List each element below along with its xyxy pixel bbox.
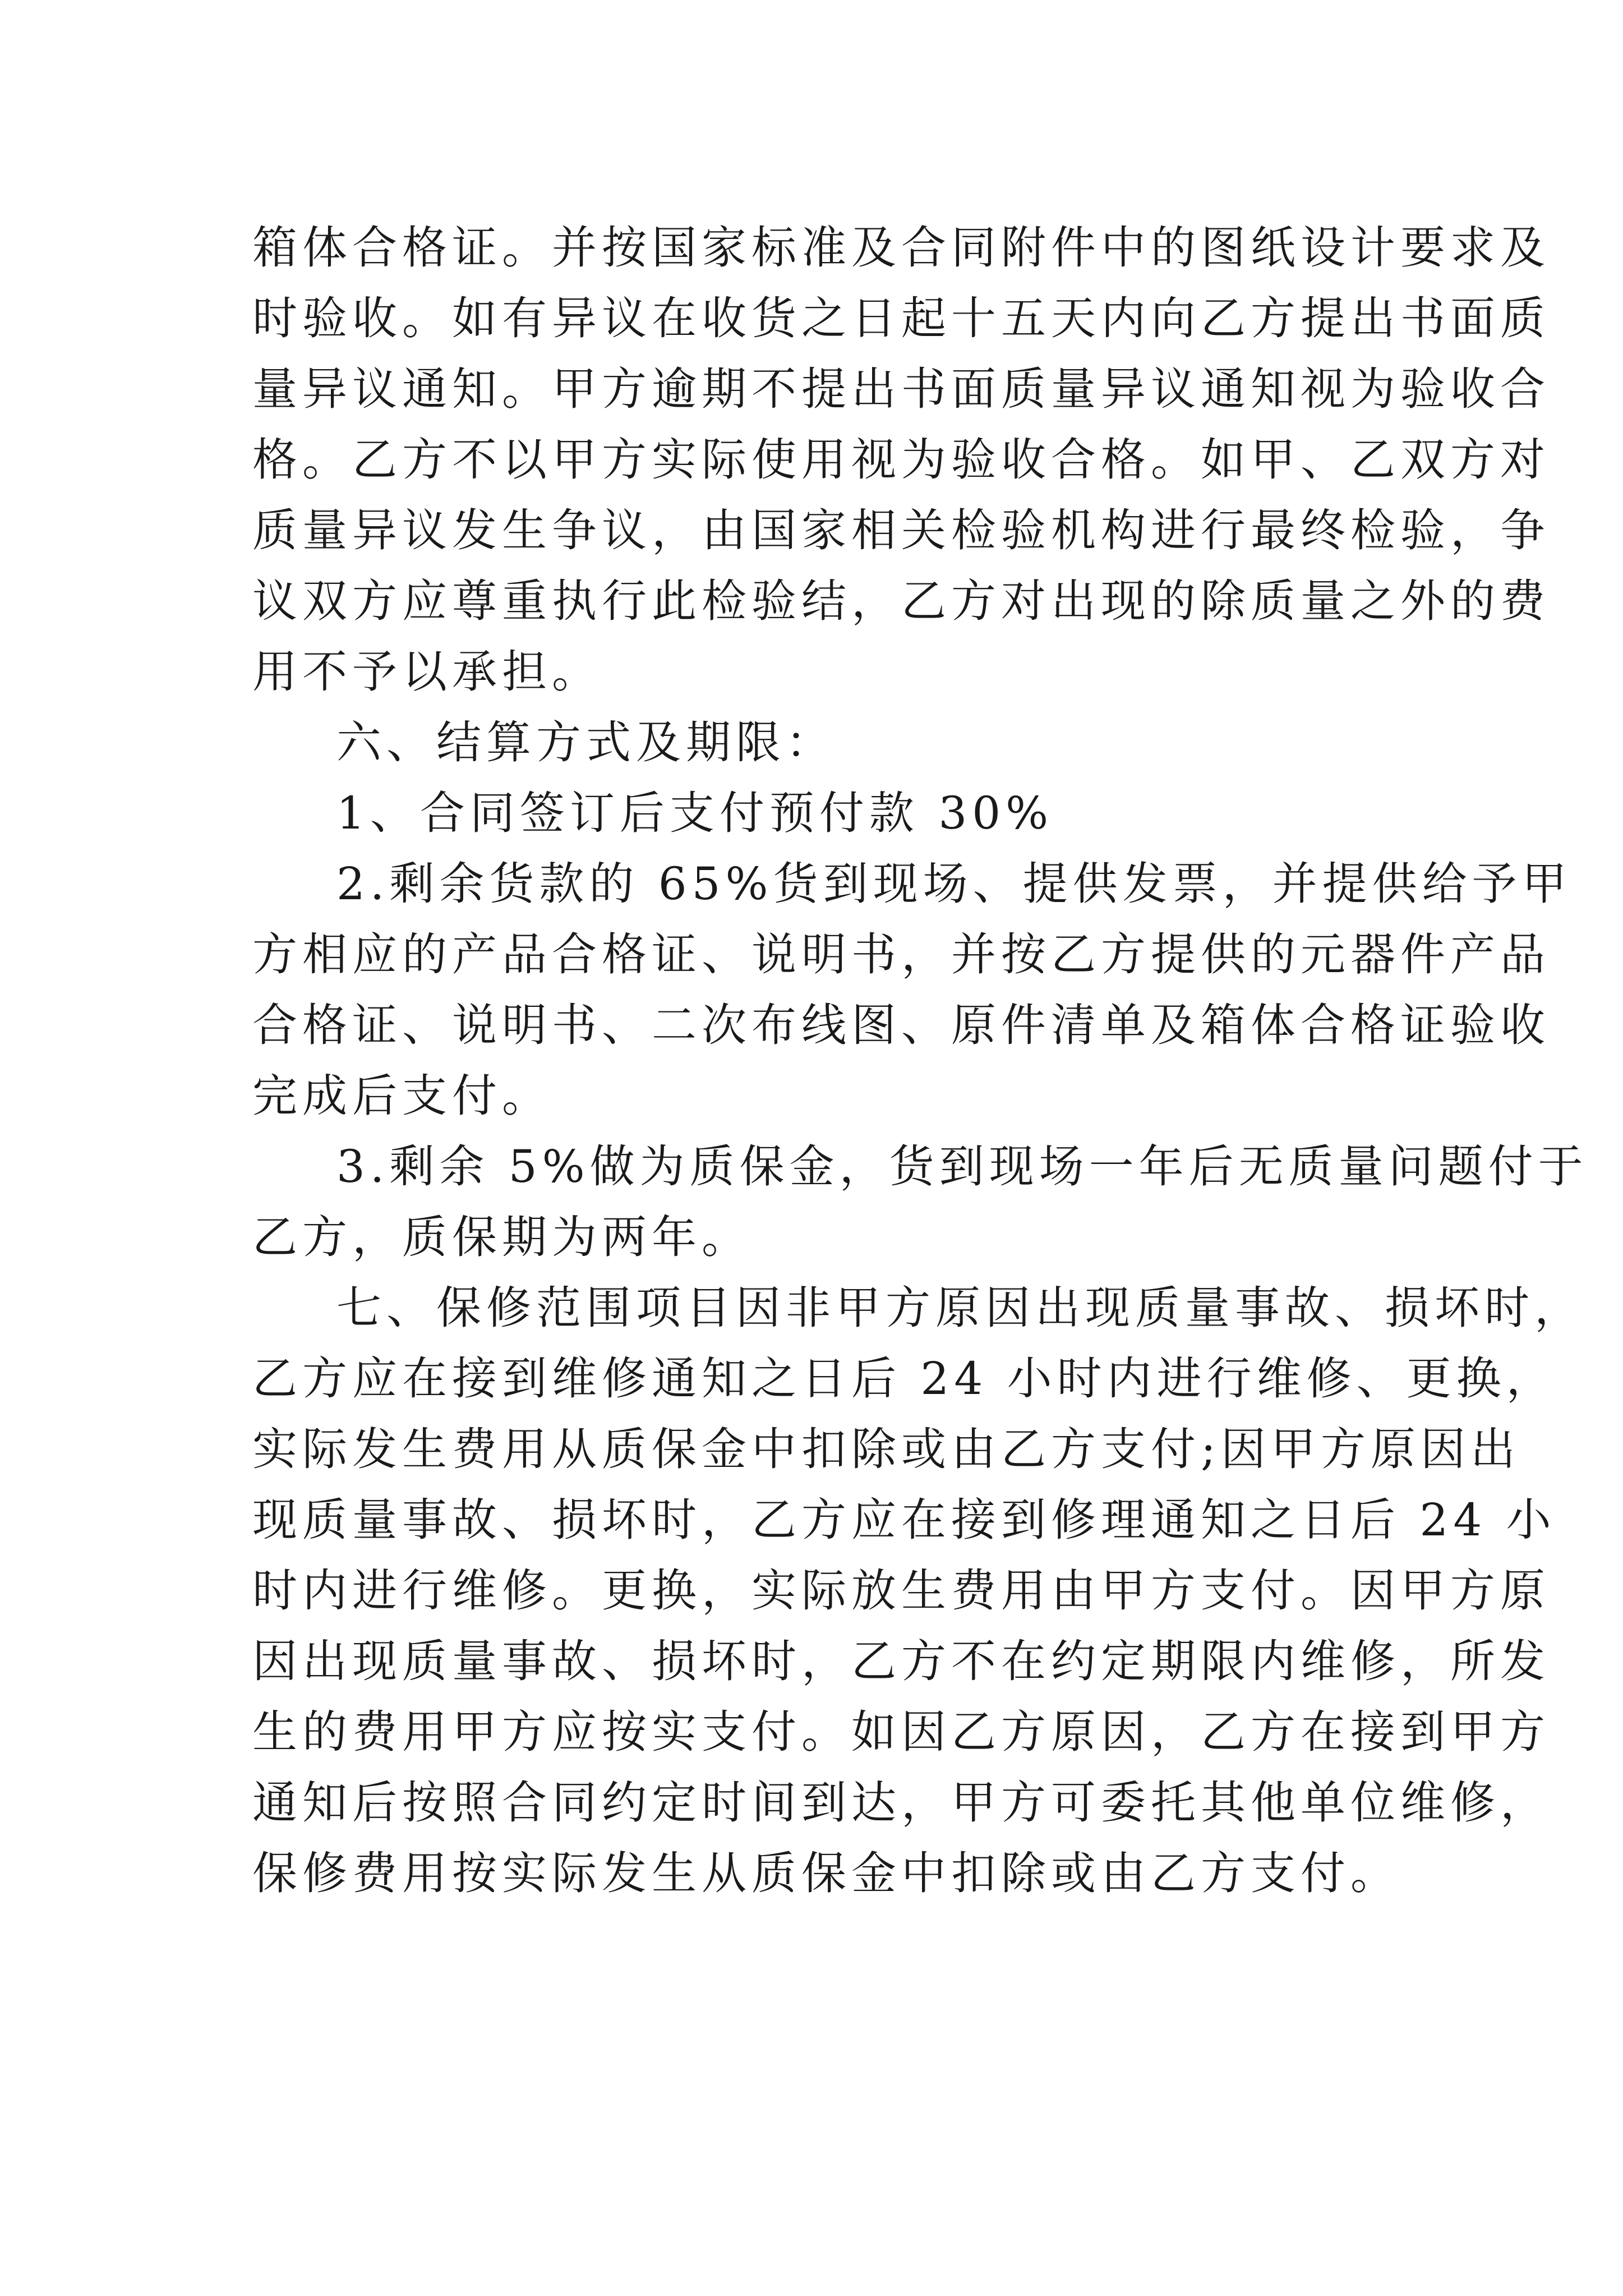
section-heading: 七、保修范围项目因非甲方原因出现质量事故、损坏时， (336, 1282, 1584, 1334)
text-line: 实际发生费用从质保金中扣除或由乙方支付;因甲方原因出 (252, 1423, 1520, 1475)
text-line: 箱体合格证。并按国家标准及合同附件中的图纸设计要求及 (252, 222, 1550, 274)
text-line: 保修费用按实际发生从质保金中扣除或由乙方支付。 (252, 1847, 1400, 1899)
text-line: 因出现质量事故、损坏时，乙方不在约定期限内维修，所发 (252, 1635, 1550, 1687)
text-line: 完成后支付。 (252, 1070, 552, 1122)
text-line: 用不予以承担。 (252, 646, 602, 698)
section-heading: 六、结算方式及期限： (336, 716, 836, 769)
text-line: 乙方，质保期为两年。 (252, 1211, 751, 1263)
text-line: 议双方应尊重执行此检验结，乙方对出现的除质量之外的费 (252, 575, 1550, 627)
text-line: 生的费用甲方应按实支付。如因乙方原因，乙方在接到甲方 (252, 1706, 1550, 1758)
text-line: 方相应的产品合格证、说明书，并按乙方提供的元器件产品 (252, 928, 1550, 981)
text-line: 乙方应在接到维修通知之日后 24 小时内进行维修、更换， (252, 1352, 1556, 1405)
text-line: 格。乙方不以甲方实际使用视为验收合格。如甲、乙双方对 (252, 434, 1550, 486)
text-line: 时验收。如有异议在收货之日起十五天内向乙方提出书面质 (252, 292, 1550, 344)
text-line: 量异议通知。甲方逾期不提出书面质量异议通知视为验收合 (252, 363, 1550, 415)
text-line: 现质量事故、损坏时，乙方应在接到修理通知之日后 24 小 (252, 1494, 1556, 1546)
text-line: 质量异议发生争议，由国家相关检验机构进行最终检验，争 (252, 504, 1550, 556)
text-line: 3.剩余 5%做为质保金，货到现场一年后无质量问题付于 (336, 1140, 1588, 1193)
text-line: 2.剩余货款的 65%货到现场、提供发票，并提供给予甲 (336, 858, 1572, 910)
text-line: 时内进行维修。更换，实际放生费用由甲方支付。因甲方原 (252, 1565, 1550, 1617)
text-line: 1、合同签订后支付预付款 30% (336, 787, 1054, 839)
text-line: 合格证、说明书、二次布线图、原件清单及箱体合格证验收 (252, 999, 1550, 1051)
text-line: 通知后按照合同约定时间到达，甲方可委托其他单位维修， (252, 1777, 1550, 1829)
